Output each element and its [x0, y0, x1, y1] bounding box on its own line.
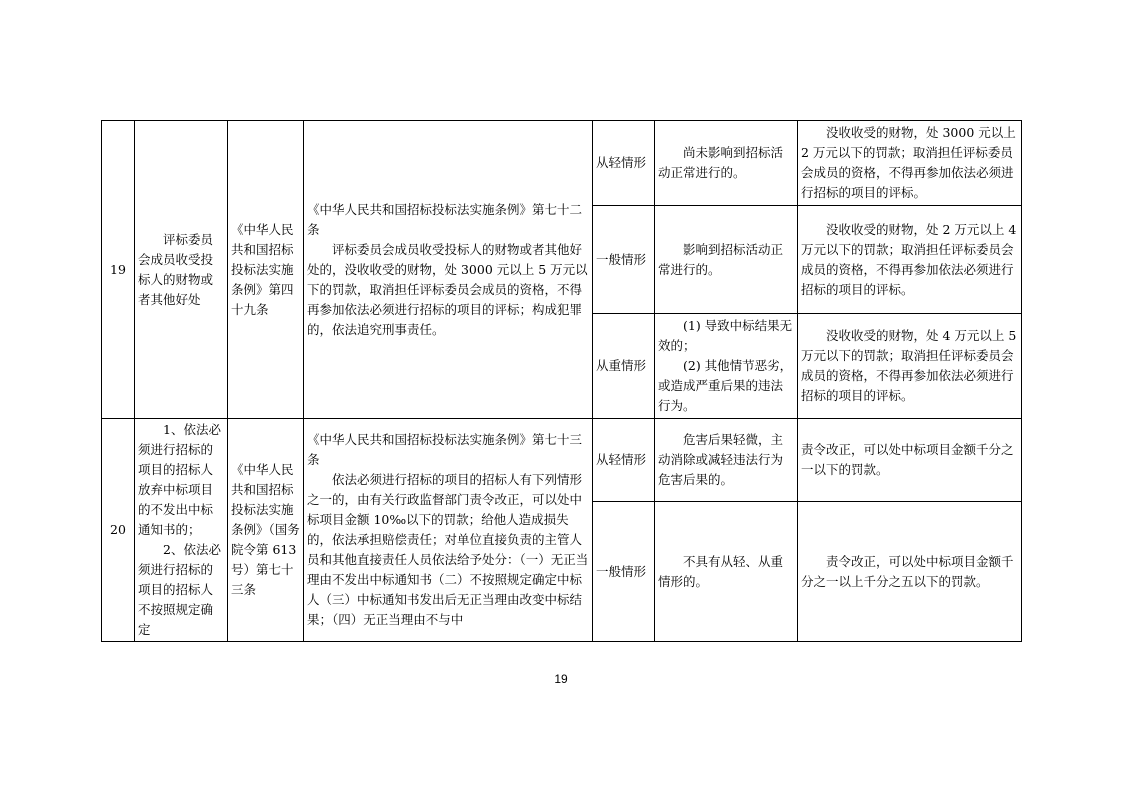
legal-basis: 《中华人民共和国招标投标法实施条例》（国务院令第 613 号）第七十三条 [228, 419, 304, 642]
situation-item: (2) 其他情节恶劣，或造成严重后果的违法行为。 [658, 358, 793, 413]
penalty-reference [304, 419, 593, 642]
situation-text: 不具有从轻、从重情形的。 [655, 502, 798, 642]
penalty-standard: 责令改正，可以处中标项目金额千分之一以上千分之五以下的罚款。 [798, 502, 1022, 642]
discretion-level: 从轻情形 [593, 121, 655, 206]
row-number: 19 [102, 121, 135, 419]
situation-item: (1) 导致中标结果无效的； [658, 318, 793, 353]
violation-behavior [135, 419, 228, 642]
penalty-standard: 责令改正，可以处中标项目金额千分之一以下的罚款。 [798, 419, 1022, 502]
discretion-level: 从重情形 [593, 314, 655, 419]
penalty-reference [304, 121, 593, 419]
reference-heading: 《中华人民共和国招标投标法实施条例》第七十三条 [307, 432, 583, 467]
discretion-level: 从轻情形 [593, 419, 655, 502]
table-row [102, 419, 1022, 502]
behavior-item: 1、依法必须进行招标的项目的招标人放弃中标项目的不发出中标通知书的； [138, 422, 221, 537]
row-number: 20 [102, 419, 135, 642]
reference-heading: 《中华人民共和国招标投标法实施条例》第七十二条 [307, 201, 583, 237]
situation-text [655, 314, 798, 419]
penalty-table [101, 120, 1022, 642]
penalty-standard: 没收收受的财物，处 2 万元以上 4 万元以下的罚款；取消担任评标委员会成员的资格，不得再参加依法必须进行招标的项目的评标。 [798, 206, 1022, 314]
discretion-level: 一般情形 [593, 206, 655, 314]
reference-body: 评标委员会成员收受投标人的财物或者其他好处的，没收收受的财物，处 3000 元以上 5 万元以下的罚款，取消担任评标委员会成员的资格，不得再参加依法必须进行招标的项目的评标；构成犯罪的，依法追究刑事责任。 [307, 241, 588, 337]
table-row [102, 121, 1022, 206]
penalty-standard: 没收收受的财物，处 4 万元以上 5 万元以下的罚款；取消担任评标委员会成员的资格，不得再参加依法必须进行招标的项目的评标。 [798, 314, 1022, 419]
violation-behavior: 评标委员会成员收受投标人的财物或者其他好处 [135, 121, 228, 419]
legal-basis: 《中华人民共和国招标投标法实施条例》第四十九条 [228, 121, 304, 419]
reference-body: 依法必须进行招标的项目的招标人有下列情形之一的，由有关行政监督部门责令改正，可以处中标项目金额 10‰以下的罚款；给他人造成损失的，依法承担赔偿责任；对单位直接负责的主管人员和其他直接责任人员依法给予处分：（一）无正当理由不发出中标通知书（二）不按照规定确定中标人（三）中标通知书发出后无正当理由改变中标结果；（四）无正当理由不与中 [307, 472, 589, 627]
behavior-item: 2、依法必须进行招标的项目的招标人不按照规定确定 [138, 542, 221, 637]
situation-text: 危害后果轻微，主动消除或减轻违法行为危害后果的。 [655, 419, 798, 502]
page-number: 19 [554, 672, 568, 686]
situation-text: 影响到招标活动正常进行的。 [655, 206, 798, 314]
penalty-standard: 没收收受的财物，处 3000 元以上 2 万元以下的罚款；取消担任评标委员会成员的资格，不得再参加依法必须进行招标的项目的评标。 [798, 121, 1022, 206]
situation-text: 尚未影响到招标活动正常进行的。 [655, 121, 798, 206]
discretion-level: 一般情形 [593, 502, 655, 642]
